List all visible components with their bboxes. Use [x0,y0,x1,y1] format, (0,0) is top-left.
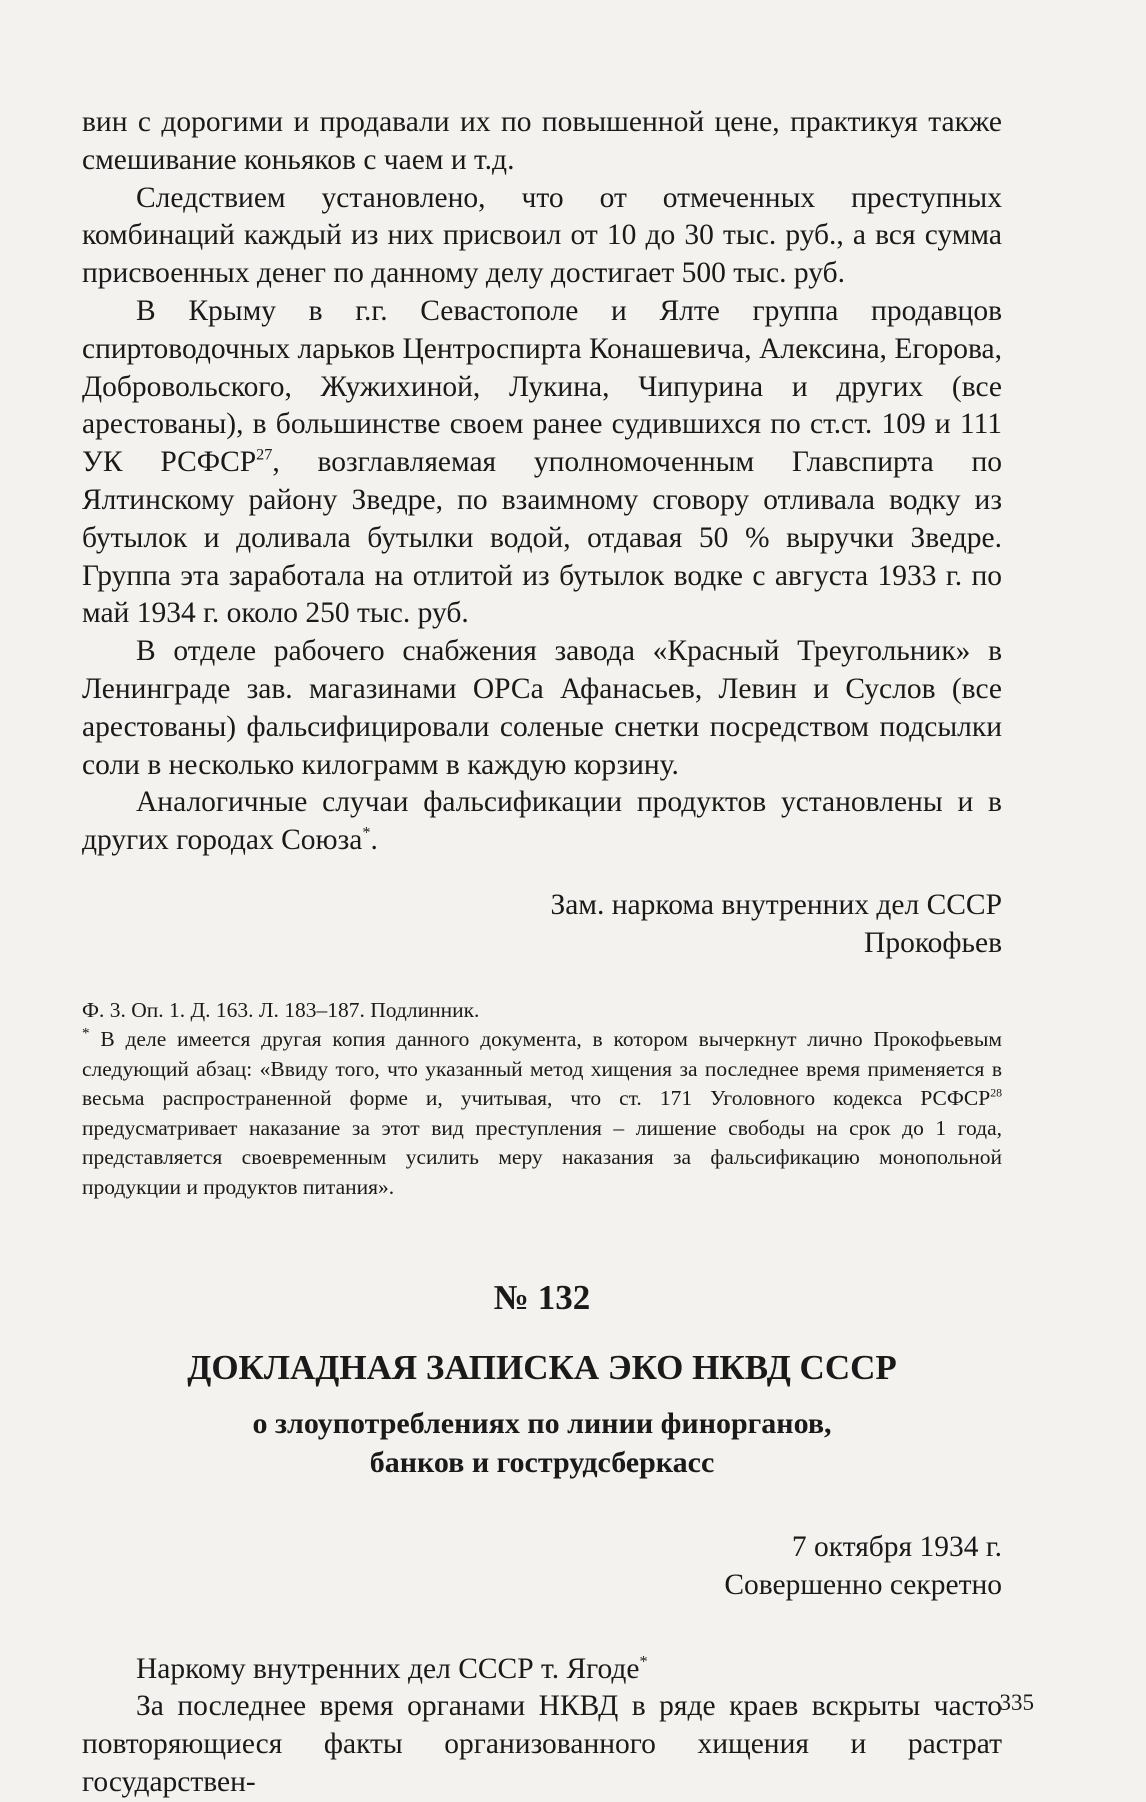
addressee-footnote-mark: * [639,1653,648,1672]
footnotes [82,996,1002,1203]
signature-block [82,886,1002,962]
footnote-text-part1: В деле имеется другая копия данного документа, в котором вычеркнут лично Прокофьевым следующий абзац: «Ввиду того, что указанный метод хищения за последнее время применяется в весьма распространенной форме и, учитывая, что ст. 171 Уголовного кодекса РСФСР [82,1027,1003,1111]
subtitle-line-1: о злоупотреблениях по линии финорганов, [252,1407,832,1441]
document-subtitle [82,1404,1002,1482]
page-content [82,104,1002,1802]
subtitle-line-2: банков и гострудсберкасс [369,1446,715,1480]
page-number: 335 [999,1690,1034,1715]
paragraph-investigation: Следствием установлено, что от отмеченных преступных комбинаций каждый из них присвоил от 10 до 30 тыс. руб., а вся сумма присвоенных денег по данному делу достигает 500 тыс. руб. [82,181,1002,290]
signature-position: Зам. наркома внутренних дел СССР [550,888,1002,921]
paragraph-continuation: вин с дорогими и продавали их по повышенной цене, практикуя также смешивание коньяков с чаем и т.д. [82,106,1002,176]
archive-reference: Ф. 3. Оп. 1. Д. 163. Л. 183–187. Подлинник. [82,997,480,1022]
footnote-ref-star: * [362,823,371,842]
addressee-text: Наркому внутренних дел СССР т. Ягоде [136,1653,640,1686]
classification: Совершенно секретно [724,1569,1002,1602]
addressee [136,1650,1002,1688]
document-date: 7 октября 1934 г. [791,1531,1002,1564]
paragraph-leningrad: В отделе рабочего снабжения завода «Красный Треугольник» в Ленинграде зав. магазинами ОРСа Афанасьев, Левин и Суслов (все арестованы) фальсифицировали соленые снетки посредством подсылки соли в несколько килограмм в каждую корзину. [82,635,1002,781]
signature-name: Прокофьев [864,926,1002,959]
footnote-text-part2: предусматривает наказание за этот вид преступления – лишение свободы на срок до 1 года, представляется своевременным усилить меру наказания за фальсификацию монопольной продукции и продуктов питания». [82,1115,1002,1199]
paragraph-crimea [82,293,1002,633]
document-title: ДОКЛАДНАЯ ЗАПИСКА ЭКО НКВД СССР [187,1348,897,1388]
document-number: № 132 [493,1278,591,1318]
footnote-ref-27: 27 [256,445,273,464]
footnote-ref-28: 28 [990,1086,1002,1101]
analogous-period: . [370,824,378,857]
footnote-mark: * [82,1026,90,1043]
paragraph-analogous [82,784,1002,860]
footnote-text [82,1025,1002,1202]
crimea-text-part2: , возглавляемая уполномоченным Главспирта по Ялтинскому району Зведре, по взаимному сговору отливала водку из бутылок и доливала бутылки водой, отдавая 50 % выручки Зведре. Группа эта заработала на отлитой из бутылок водке с августа 1933 г. по май 1934 г. около 250 тыс. руб. [82,446,1002,630]
intro-paragraph: За последнее время органами НКВД в ряде краев вскрыты часто повторяющиеся факты организованного хищения и растрат государствен- [82,1690,1002,1799]
analogous-text: Аналогичные случаи фальсификации продуктов установлены и в других городах Союза [82,786,1002,857]
crimea-text-part1: В Крыму в г.г. Севастополе и Ялте группа продавцов спиртоводочных ларьков Центроспирта Конашевича, Алексина, Егорова, Добровольского, Жужихиной, Лукина, Чипурина и других (все арестованы), в большинстве своем ранее судившихся по ст.ст. 109 и 111 УК РСФСР [82,294,1002,479]
